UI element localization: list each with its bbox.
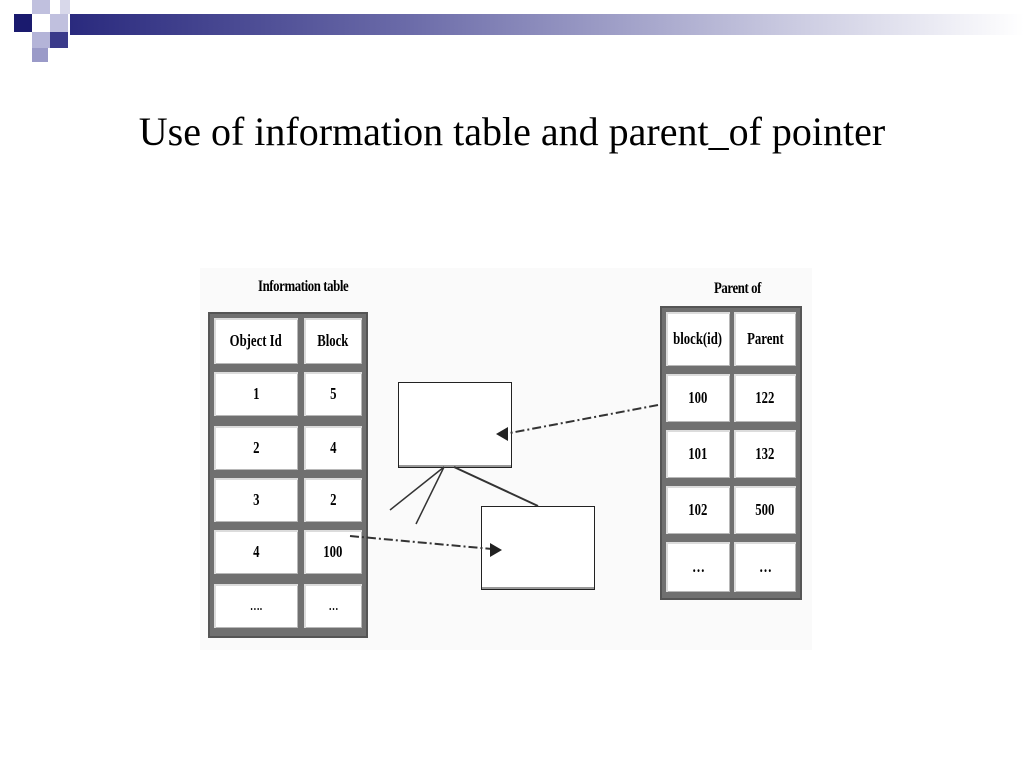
info-row-5-object-id: …. — [214, 584, 298, 628]
parent-row-2-block-id: 101 — [666, 430, 730, 478]
decor-square-dark-1 — [14, 14, 32, 32]
pointer-arrow-information — [350, 536, 492, 549]
information-table-caption: Information table — [258, 278, 349, 295]
diagram-connectors — [200, 268, 812, 650]
decor-square-light-2 — [50, 14, 68, 32]
decor-square-light-1 — [32, 0, 50, 14]
info-row-5-block: … — [304, 584, 362, 628]
decor-square-light-3 — [32, 48, 48, 62]
child-link-line-2 — [416, 467, 444, 524]
parent-header-parent: Parent — [734, 312, 796, 366]
info-header-block: Block — [304, 318, 362, 364]
decor-square-mid-1 — [32, 32, 50, 48]
info-row-1-block: 5 — [304, 372, 362, 416]
parent-row-4-block-id: … — [666, 542, 730, 592]
parent-row-4-parent: … — [734, 542, 796, 592]
info-row-1-object-id: 1 — [214, 372, 298, 416]
child-link-line-1 — [390, 467, 444, 510]
decor-square-dark-2 — [50, 32, 68, 48]
parent-of-table-caption: Parent of — [714, 280, 761, 297]
parent-header-block-id: block(id) — [666, 312, 730, 366]
info-row-4-block: 100 — [304, 530, 362, 574]
info-row-2-block: 4 — [304, 426, 362, 470]
parent-row-2-parent: 132 — [734, 430, 796, 478]
info-row-2-object-id: 2 — [214, 426, 298, 470]
slide-title: Use of information table and parent_of pointer — [138, 109, 886, 154]
info-row-3-object-id: 3 — [214, 478, 298, 522]
info-row-4-object-id: 4 — [214, 530, 298, 574]
parent-row-3-parent: 500 — [734, 486, 796, 534]
parent-row-3-block-id: 102 — [666, 486, 730, 534]
header-gradient-bar — [70, 14, 1024, 35]
pointer-arrow-parent-of — [510, 405, 658, 433]
child-link-line-3 — [454, 467, 538, 506]
pointer-arrowhead-information — [490, 543, 502, 557]
diagram-figure — [200, 268, 812, 650]
parent-row-1-parent: 122 — [734, 374, 796, 422]
info-header-object-id: Object Id — [214, 318, 298, 364]
parent-row-1-block-id: 100 — [666, 374, 730, 422]
info-row-3-block: 2 — [304, 478, 362, 522]
pointer-arrowhead-parent-of — [496, 427, 508, 441]
decor-square-dark-3 — [60, 0, 70, 14]
